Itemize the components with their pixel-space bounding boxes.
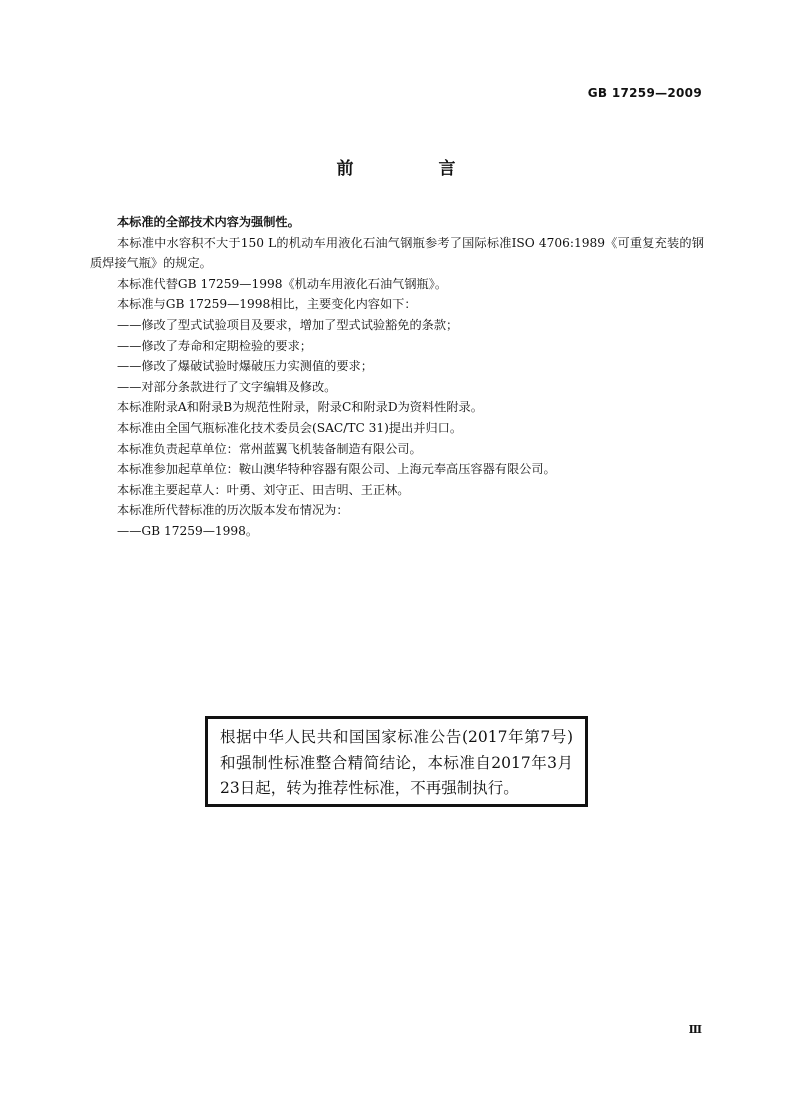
page-title: 前 言 xyxy=(336,159,490,179)
paragraph-proposer: 本标准由全国气瓶标准化技术委员会(SAC/TC 31)提出并归口。 xyxy=(117,420,463,435)
paragraph-mandatory: 本标准的全部技术内容为强制性。 xyxy=(117,215,300,229)
list-item: ——修改了爆破试验时爆破压力实测值的要求； xyxy=(117,359,373,374)
paragraph-changes-intro: 本标准与GB 17259—1998相比，主要变化内容如下： xyxy=(117,297,417,312)
paragraph-annexes: 本标准附录A和附录B为规范性附录，附录C和附录D为资料性附录。 xyxy=(117,400,483,415)
list-item: ——修改了型式试验项目及要求，增加了型式试验豁免的条款； xyxy=(117,317,459,332)
paragraph-scope: 本标准中水容积不大于150 L的机动车用液化石油气钢瓶参考了国际标准ISO 4706:1989《可重复充装的钢质焊接气瓶》的规定。 xyxy=(90,235,704,271)
list-item: ——修改了寿命和定期检验的要求； xyxy=(117,338,312,353)
paragraph-drafting-unit: 本标准负责起草单位：常州蓝翼飞机装备制造有限公司。 xyxy=(117,441,422,456)
paragraph-replaces: 本标准代替GB 17259—1998《机动车用液化石油气钢瓶》。 xyxy=(117,276,448,291)
list-item: ——对部分条款进行了文字编辑及修改。 xyxy=(117,379,337,394)
foreword-body xyxy=(90,212,704,542)
notice-box: 根据中华人民共和国国家标准公告(2017年第7号)和强制性标准整合精简结论，本标准自2017年3月23日起，转为推荐性标准，不再强制执行。 xyxy=(205,716,588,807)
paragraph-participating-units: 本标准参加起草单位：鞍山澳华特种容器有限公司、上海元奉高压容器有限公司。 xyxy=(117,462,556,477)
paragraph-history-intro: 本标准所代替标准的历次版本发布情况为： xyxy=(117,503,349,518)
paragraph-drafters: 本标准主要起草人：叶勇、刘守正、田吉明、王正林。 xyxy=(117,482,410,497)
list-item: ——GB 17259—1998。 xyxy=(117,523,259,538)
page-number: Ⅲ xyxy=(688,1023,702,1036)
standard-code: GB 17259—2009 xyxy=(587,86,702,100)
